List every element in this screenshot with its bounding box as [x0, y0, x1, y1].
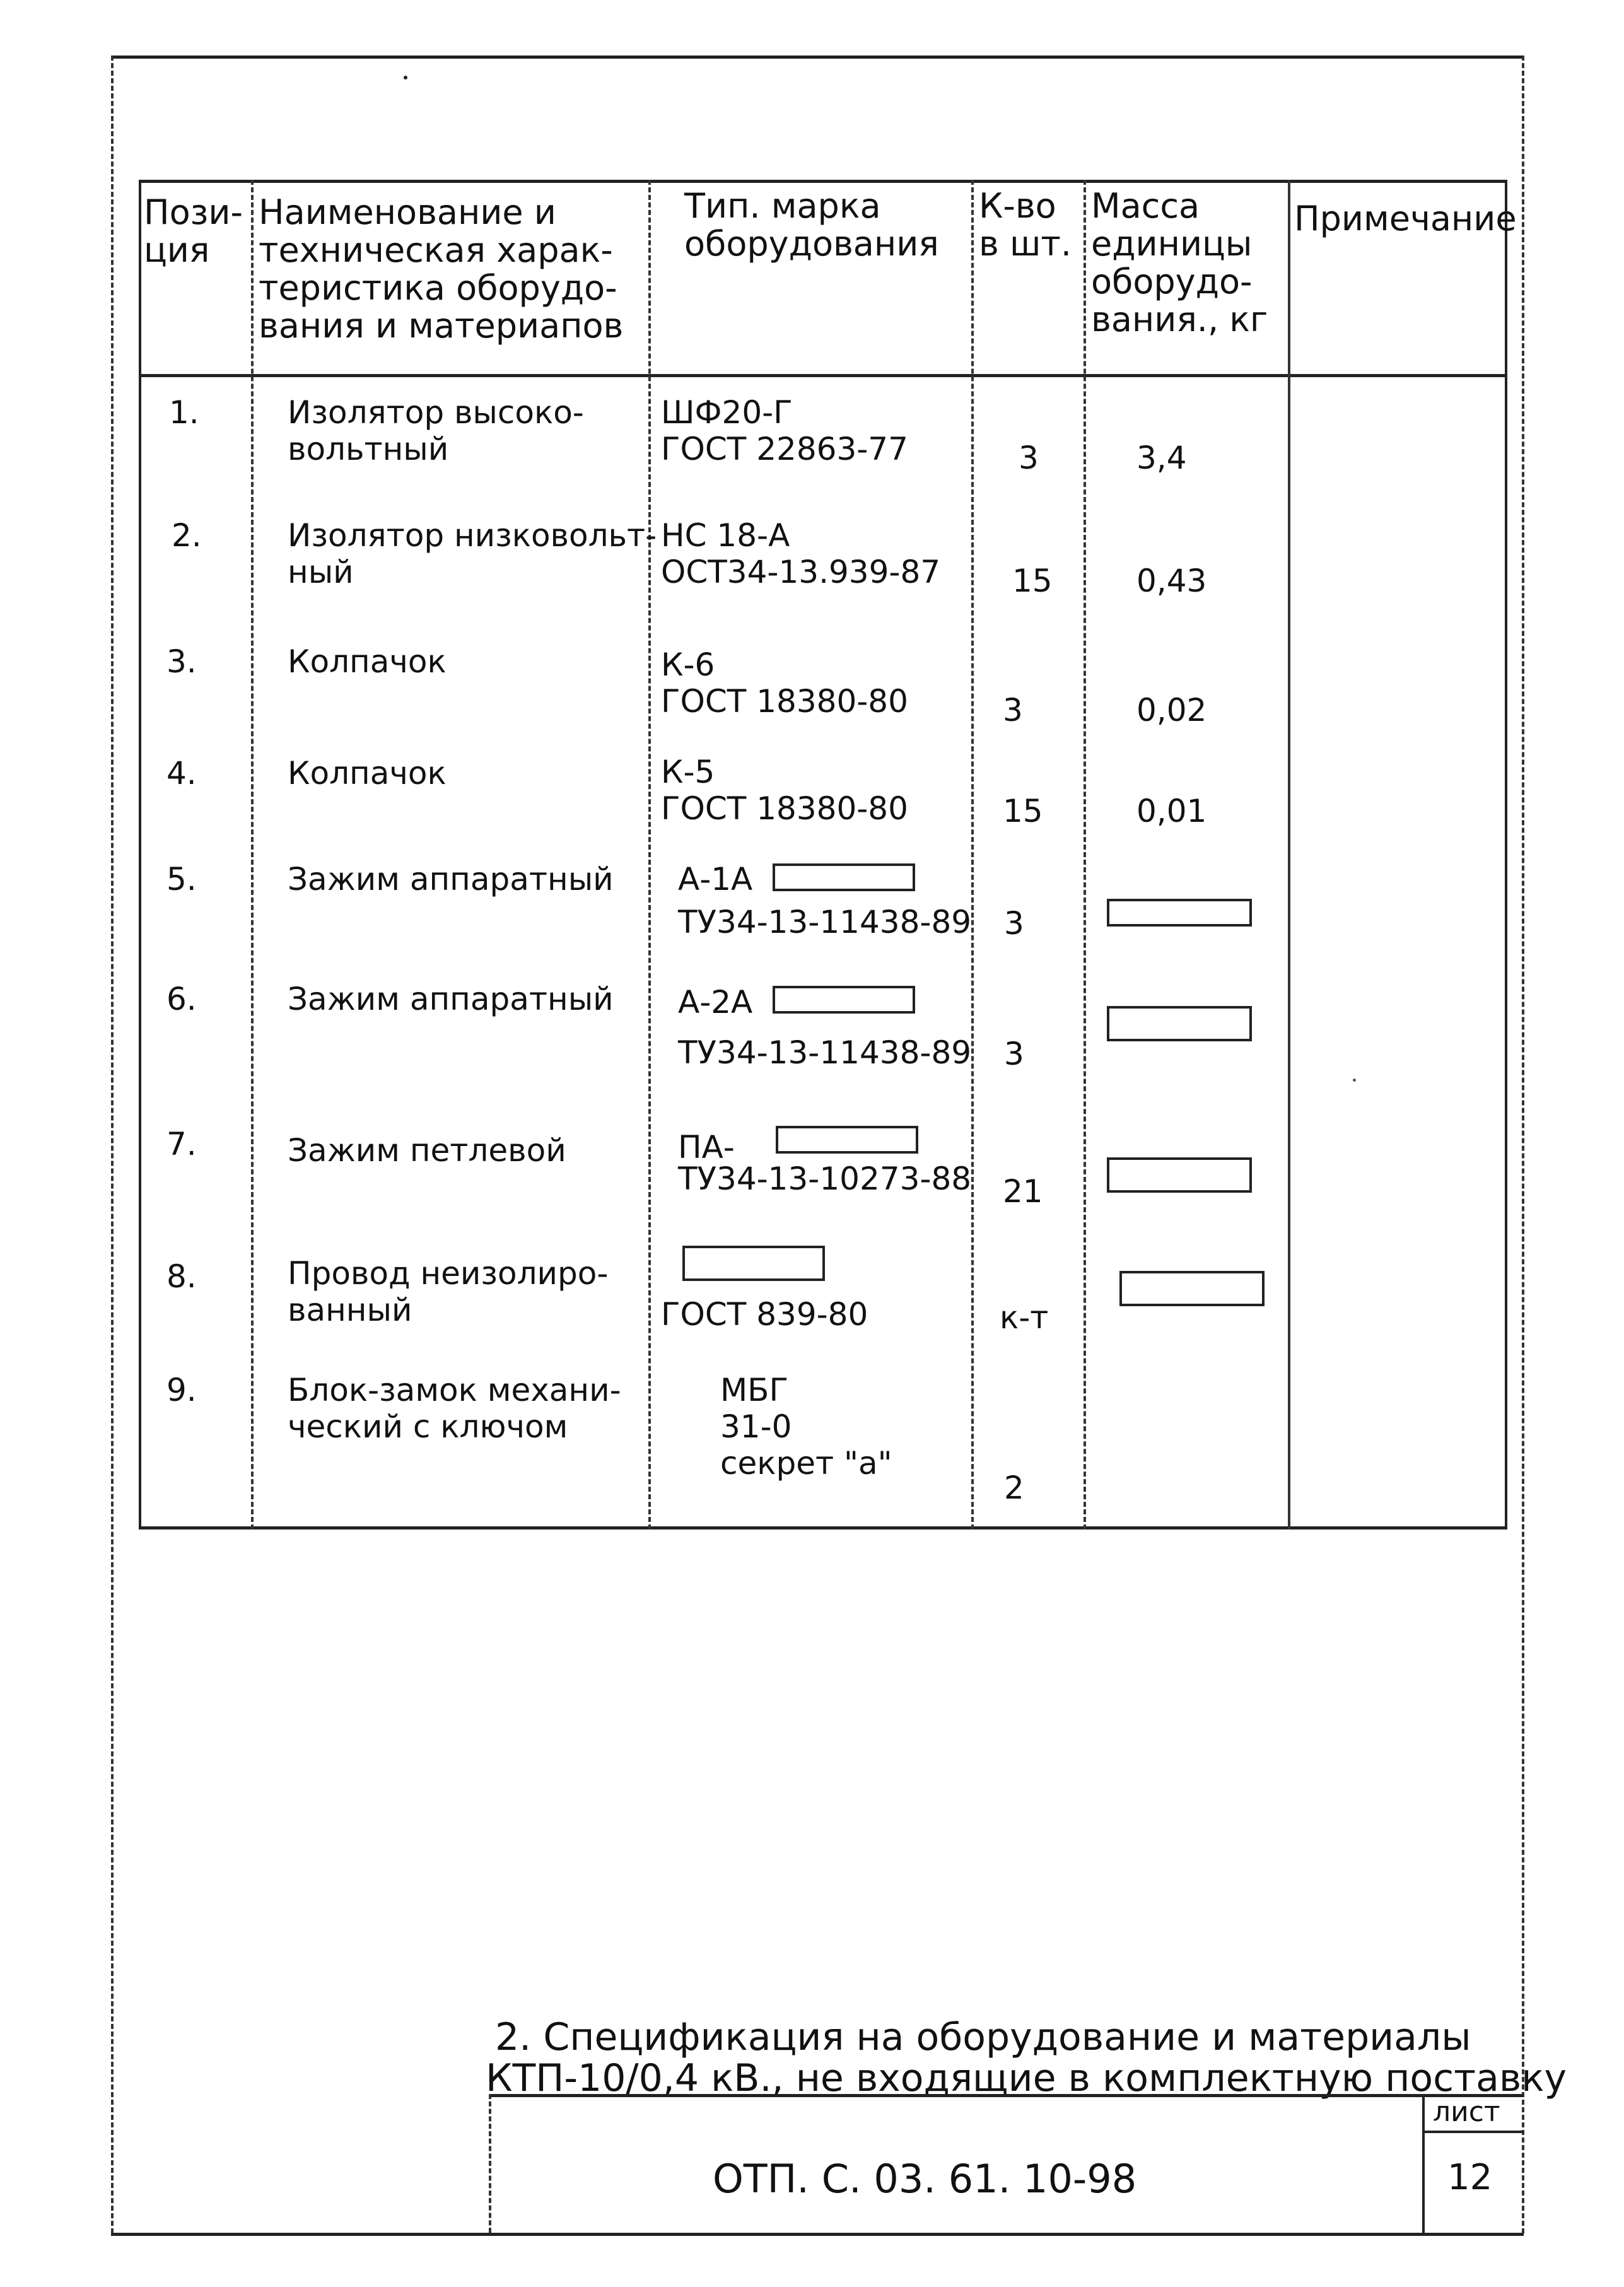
row-quantity: 21	[1003, 1173, 1043, 1210]
row-type: МБГ 31-0 секрет "а"	[720, 1372, 892, 1482]
row-position: 9.	[166, 1372, 197, 1408]
frame-right-border	[1522, 56, 1524, 2233]
blank-field-box	[773, 986, 915, 1014]
frame-left-border	[111, 56, 114, 2233]
row-quantity: к-т	[1000, 1299, 1049, 1336]
row-name: Зажим петлевой	[288, 1132, 566, 1169]
sheet-label: лист	[1433, 2096, 1500, 2128]
row-type: К-6 ГОСТ 18380-80	[661, 646, 908, 720]
row-type: ШФ20-Г ГОСТ 22863-77	[661, 394, 908, 467]
sheet-number: 12	[1447, 2157, 1493, 2198]
row-type: А-2А	[678, 984, 753, 1021]
row-mass: 3,4	[1136, 440, 1187, 476]
column-divider	[1084, 180, 1086, 1530]
header-type: Тип. марка оборудования	[684, 186, 939, 264]
row-quantity: 3	[1004, 1036, 1024, 1072]
specification-table	[139, 180, 1517, 1530]
row-type: ПА-	[678, 1129, 735, 1166]
blank-field-box	[682, 1246, 825, 1281]
blank-field-box	[1107, 1157, 1252, 1193]
row-name: Блок-замок механи- ческий с ключом	[288, 1372, 621, 1445]
row-type: НС 18-А ОСТ34-13.939-87	[661, 517, 941, 590]
frame-top-border	[112, 56, 1523, 59]
scan-speck	[404, 76, 407, 79]
specification-caption: 2. Спецификация на оборудование и материалы	[495, 2015, 1471, 2059]
header-quantity: К-во в шт.	[979, 186, 1072, 264]
row-name: Зажим аппаратный	[288, 861, 614, 898]
row-name: Колпачок	[288, 755, 447, 792]
blank-field-box	[1107, 899, 1252, 927]
header-divider	[139, 374, 1507, 377]
row-position: 7.	[166, 1126, 197, 1162]
row-position: 4.	[166, 755, 197, 792]
row-type-standard: ТУ34-13-11438-89	[678, 1034, 972, 1071]
row-type-standard: ГОСТ 839-80	[661, 1296, 868, 1333]
title-block-divider	[1422, 2094, 1425, 2233]
row-mass: 0,02	[1136, 692, 1207, 728]
row-name: Зажим аппаратный	[288, 981, 614, 1017]
header-note: Примечание	[1294, 199, 1517, 238]
row-name: Изолятор высоко- вольтный	[288, 394, 584, 467]
row-position: 6.	[166, 981, 197, 1017]
row-mass: 0,01	[1136, 793, 1207, 829]
row-mass: 0,43	[1136, 563, 1207, 599]
column-divider	[251, 180, 254, 1530]
blank-field-box	[773, 863, 915, 891]
title-block-border	[489, 2094, 491, 2233]
title-block-border	[489, 2094, 1523, 2097]
row-position: 8.	[166, 1258, 197, 1295]
blank-field-box	[1119, 1271, 1265, 1306]
column-divider	[648, 180, 651, 1530]
row-quantity: 3	[1003, 692, 1023, 728]
row-type: А-1А	[678, 861, 753, 898]
row-quantity: 2	[1004, 1470, 1024, 1506]
frame-bottom-border	[111, 2233, 1524, 2236]
row-type-standard: ТУ34-13-11438-89	[678, 904, 972, 940]
blank-field-box	[1107, 1006, 1252, 1041]
row-name: Провод неизолиро- ванный	[288, 1255, 609, 1328]
row-quantity: 3	[1019, 440, 1039, 476]
row-type: К-5 ГОСТ 18380-80	[661, 754, 908, 827]
row-position: 3.	[166, 643, 197, 680]
row-position: 2.	[172, 517, 202, 554]
blank-field-box	[776, 1126, 918, 1154]
row-quantity: 15	[1012, 563, 1053, 599]
row-position: 5.	[166, 861, 197, 898]
row-quantity: 15	[1003, 793, 1043, 829]
column-divider	[1288, 180, 1290, 1530]
header-mass: Масса единицы оборудо- вания., кг	[1091, 186, 1268, 339]
row-name: Изолятор низковольт- ный	[288, 517, 657, 590]
header-name: Наименование и техническая харак- теристика оборудо- вания и материапов	[259, 192, 624, 346]
column-divider	[971, 180, 974, 1530]
document-code: ОТП. С. 03. 61. 10-98	[713, 2156, 1137, 2202]
row-type-standard: ТУ34-13-10273-88	[678, 1161, 972, 1197]
row-position: 1.	[169, 394, 199, 431]
row-quantity: 3	[1004, 905, 1024, 942]
row-name: Колпачок	[288, 643, 447, 680]
title-block-divider	[1422, 2131, 1523, 2133]
specification-caption-line2: КТП-10/0,4 кВ., не входящие в комплектную поставку	[486, 2056, 1567, 2100]
header-position: Пози- ция	[144, 192, 243, 270]
